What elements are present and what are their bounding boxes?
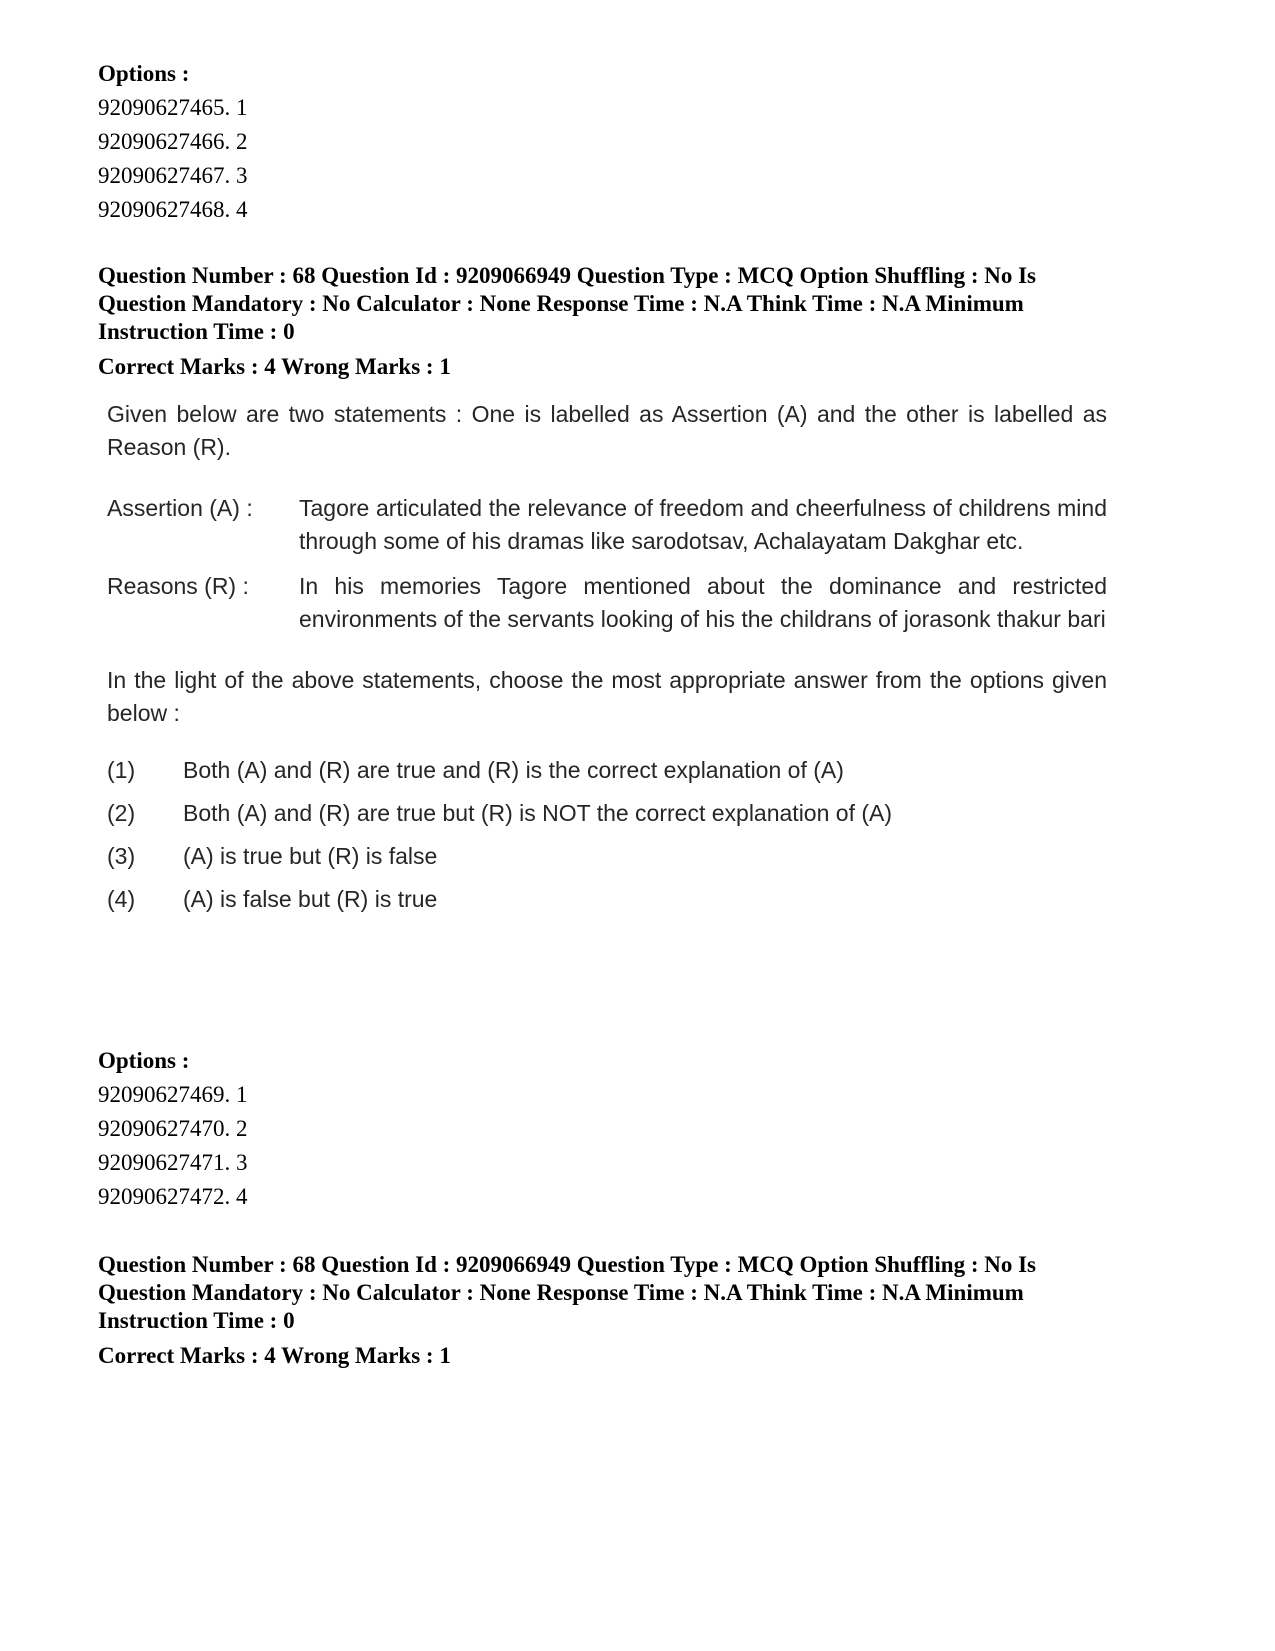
assertion-label: Assertion (A) :: [107, 495, 253, 521]
question-meta-line: Question Mandatory : No Calculator : None Response Time : N.A Think Time : N.A Minimum: [98, 291, 1024, 316]
assertion-text: Tagore articulated the relevance of freedom and cheerfulness of childrens mind through some of his dramas like sarodotsav, Achalayatam Dakghar etc.: [299, 495, 1107, 554]
question-meta-line: Instruction Time : 0: [98, 319, 295, 344]
choice-text: Both (A) and (R) are true but (R) is NOT the correct explanation of (A): [183, 800, 893, 826]
option-item: 92090627469. 1: [98, 1082, 248, 1107]
question-meta-b: [98, 1251, 1178, 1373]
choice-number: (4): [107, 886, 136, 912]
choice-text: (A) is false but (R) is true: [183, 886, 438, 912]
option-item: 92090627470. 2: [98, 1116, 248, 1141]
question-instruction: In the light of the above statements, choose the most appropriate answer from the options given below :: [107, 667, 1107, 726]
choice-list: [107, 754, 1107, 916]
reason-text: In his memories Tagore mentioned about the dominance and restricted environments of the servants looking of his the childrans of jorasonk thakur bari: [299, 573, 1107, 632]
choice-number: (1): [107, 757, 136, 783]
reason-label: Reasons (R) :: [107, 573, 249, 599]
choice-number: (3): [107, 843, 136, 869]
reason-row: [107, 570, 1107, 636]
question-meta-line: Question Mandatory : No Calculator : None Response Time : N.A Think Time : N.A Minimum: [98, 1280, 1024, 1305]
option-item: 92090627468. 4: [98, 197, 248, 222]
options-block-top: [98, 57, 248, 227]
choice-item: [107, 797, 1107, 830]
option-item: 92090627465. 1: [98, 95, 248, 120]
assertion-row: [107, 492, 1107, 558]
question-meta-a: [98, 262, 1178, 384]
option-item: 92090627466. 2: [98, 129, 248, 154]
choice-text: Both (A) and (R) are true and (R) is the correct explanation of (A): [183, 757, 844, 783]
question-body: [107, 398, 1107, 926]
options-heading: Options :: [98, 61, 190, 86]
marks-line: Correct Marks : 4 Wrong Marks : 1: [98, 1343, 451, 1368]
question-meta-line: Question Number : 68 Question Id : 9209066949 Question Type : MCQ Option Shuffling : No Is: [98, 263, 1037, 288]
question-meta-line: Question Number : 68 Question Id : 9209066949 Question Type : MCQ Option Shuffling : No Is: [98, 1252, 1037, 1277]
option-item: 92090627472. 4: [98, 1184, 248, 1209]
choice-text: (A) is true but (R) is false: [183, 843, 438, 869]
options-block-bottom: [98, 1044, 248, 1214]
option-item: 92090627467. 3: [98, 163, 248, 188]
choice-item: [107, 883, 1107, 916]
question-intro: Given below are two statements : One is labelled as Assertion (A) and the other is labelled as Reason (R).: [107, 401, 1107, 460]
question-meta-line: Instruction Time : 0: [98, 1308, 295, 1333]
marks-line: Correct Marks : 4 Wrong Marks : 1: [98, 354, 451, 379]
option-item: 92090627471. 3: [98, 1150, 248, 1175]
choice-item: [107, 754, 1107, 787]
options-heading: Options :: [98, 1048, 190, 1073]
choice-item: [107, 840, 1107, 873]
choice-number: (2): [107, 800, 136, 826]
